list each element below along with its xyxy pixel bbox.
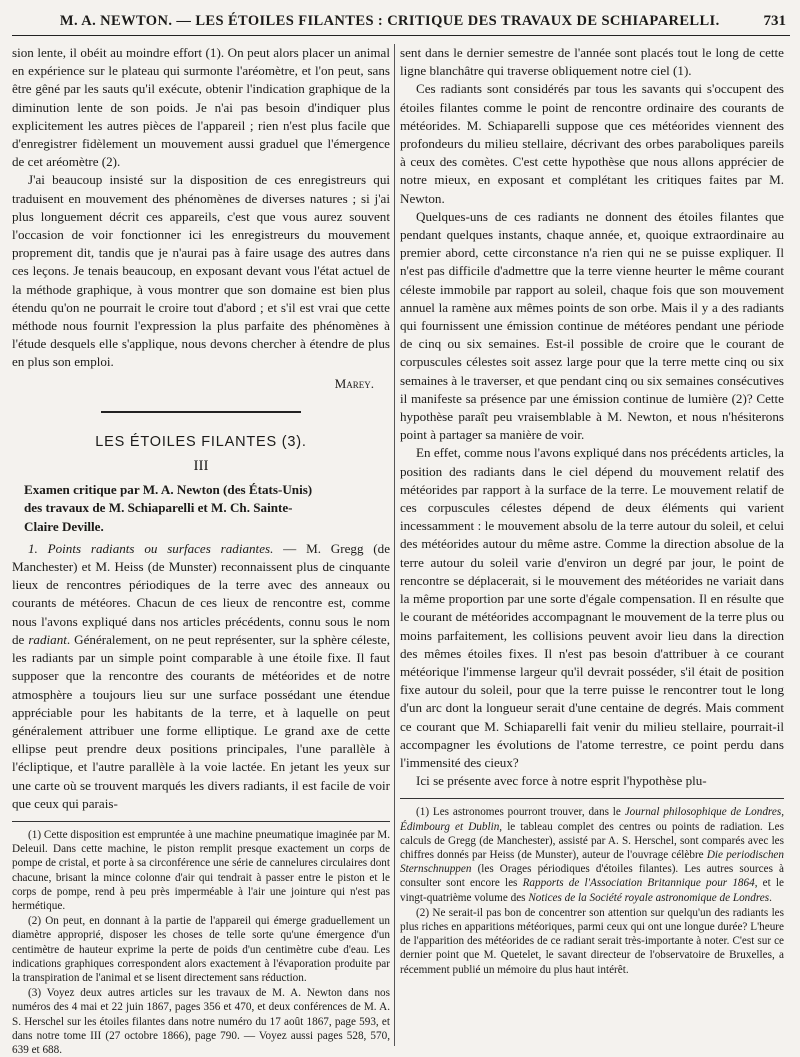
section-1-text-b: . Généralement, on ne peut représenter, sur la sphère céleste, les radiants par un simple point comparable à une étoile fixe. Il faut supposer que la rencontre des courants de météorides et de notre atmosphère a toujours lieu sur une surface possédant une étendue appréciable pour les habitants de la terre, et à laquelle on peut généralement attribuer une forme elliptique. Le grand axe de cette ellipse peut prendre deux positions principales, l'une parallèle à l'écliptique, et l'autre parallèle à la voie lactée. En jetant les yeux sur une carte où se trouvent marqués les divers radiants, il est facile de voir que ceux qui parais- [12,631,390,811]
author-signature: Marey. [334,375,374,391]
subtitle-line-2: des travaux de M. Schiaparelli et M. Ch. Sainte- [24,500,293,516]
article-heading: LES ÉTOILES FILANTES (3). [95,433,307,450]
fn-text: . [769,891,772,904]
fn-text: , le tableau complet des centres ou points de radiation. Les calculs de Gregg (de Manchester), assisté par A. S. Herschel, sont comparés avec les chiffres donnés par Heiss (de Munster), auteur de l'ouvrage célèbre [400,820,784,861]
right-paragraph-5: Ici se présente avec force à notre esprit l'hypothèse plu- [416,773,707,789]
right-paragraph-1: sent dans le dernier semestre de l'année sont placés tout le long de cette ligne blanchâtre qui traverse obliquement notre ciel (1). [400,45,784,79]
fn-notices-title: Notices de la Société royale astronomique de Londres [528,891,770,904]
right-column [400,44,784,1046]
fn-journal-title: Journal philosophique de Londres, Édimbourg et Dublin [400,806,784,833]
right-paragraph-3: Quelques-uns de ces radiants ne donnent des étoiles filantes que pendant quelques instants, chaque année, et, quoique extraordinaire au premier abord, cette circonstance n'a rien qui ne se puisse expliquer. Il n'est pas difficile d'admettre que la terre vienne heurter le même courant céleste immobile par rapport au soleil, chaque fois que son mouvement annuel la ramène aux mêmes points de son orbe. Mais il y a des radiants qui fournissent une émission continue de météores pendant une période de cinq ou six semaines. Est-il possible de croire que le courant de corpuscules célestes soit assez large pour que la terre mette cinq ou six semaines à le traverser, et que pendant cinq ou six semaines consécutives il manifeste sa présence par une émission continue de lumière (2)? Cette hypothèse paraît peu vraisemblable à M. Newton, et nous n'hésiterons point à partager sa manière de voir. [400,208,784,443]
fn-text: , et le vingt-quatrième volume des [400,877,784,904]
article-number: III [193,458,209,475]
footnote-2: (2) On peut, en donnant à la partie de l'appareil qui émerge graduellement un diamètre approprié, disposer les choses de telle sorte qu'une émergence d'un centimètre de hauteur exprime la perte de poids d'un centimètre cube d'eau. Les indications graphiques correspondent alors exactement à l'évaporation produite par la transpiration de l'animal et se lisent directement sans réduction. [12,915,390,984]
section-1-paragraph [12,540,390,813]
page-number: 731 [763,12,786,29]
fn-report-title: Rapports de l'Association Britannique pour 1864 [522,877,755,890]
left-column [12,44,391,1056]
running-title: M. A. NEWTON. — LES ÉTOILES FILANTES : CRITIQUE DES TRAVAUX DE SCHIAPARELLI. [59,12,720,29]
footnote-3: (3) Voyez deux autres articles sur les travaux de M. A. Newton dans nos numéros des 4 mai et 22 juin 1867, pages 356 et 470, et deux conférences de M. A. S. Herschel sur les étoiles filantes dans notre numéro du 17 août 1867, page 593, et dans notre tome III (27 octobre 1866), page 790. — Voyez aussi pages 528, 570, 639 et 688. [12,987,390,1056]
fn-text: (1) Les astronomes pourront trouver, dans le [416,806,625,819]
section-1-title: 1. Points radiants ou surfaces radiantes. [28,540,274,556]
subtitle-line-3: Claire Deville. [24,518,104,534]
right-paragraph-2: Ces radiants sont considérés par tous les savants qui s'occupent des étoiles filantes comme le point de rencontre ordinaire des courants de météorides. M. Schiaparelli suppose que ces météorides viennent des profondeurs du milieu stellaire, décrivant des orbes paraboliques pareils à ceux des comètes. C'est cette hypothèse que nous allons apprécier de notre mieux, en exposant et complétant les critiques faites par M. Newton. [400,81,784,206]
article-subtitle [12,481,390,536]
radiant-term: radiant [28,631,67,647]
fn-book-title: Die periodischen Sternschnuppen [400,848,784,876]
footnote-rule [400,798,784,799]
running-header [12,10,790,36]
footnote-1: (1) Cette disposition est empruntée à une machine pneumatique imaginée par M. Deleuil. Dans cette machine, le piston remplit presque exactement un corps de pompe de cristal, et porte à sa circonférence une série de cannelures circulaires dont chacune, brisant la mince colonne d'air qui tendrait à passer entre le piston et le corps de pompe, rend à peu près imperméable à l'air une jointure qui n'est pas hermétique. [12,828,390,912]
left-paragraph-2: J'ai beaucoup insisté sur la disposition de ces enregistreurs qui traduisent en mouvement des phénomènes de diverses natures ; si j'ai plus longuement décrit ces appareils, c'est que vous aurez souvent l'occasion de voir fonctionner ici les enregistreurs du mouvement proprement dit, tandis que je n'aurai pas à faire usage des autres dans ces leçons. Je tenais beaucoup, en exposant devant vous l'état actuel de la méthode graphique, à vous montrer que son domaine est bien plus étendu qu'on ne pourrait le croire tout d'abord ; et s'il est vrai que cette méthode nous fournit l'expression la plus parfaite des phénomènes à l'étude desquels elle s'applique, nous devons chercher à étendre de plus en plus son emploi. [12,172,390,370]
section-1-text-a: — M. Gregg (de Manchester) et M. Heiss (de Munster) reconnaissent plus de cinquante lieux de rencontres périodiques de la terre avec des anneaux ou courants de météores. Chacun de ces lieux de rencontre est, comme nous l'avons expliqué dans nos articles précédents, connu sous le nom de [12,540,391,647]
left-paragraph-1: sion lente, il obéit au moindre effort (1). On peut alors placer un animal en expérience sur le plateau qui surmonte l'aréomètre, et l'on peut, sans être gêné par les sauts qu'il exécute, obtenir l'indication graphique de la diminution lente de son poids. Je n'ai pas besoin d'indiquer plus explicitement les autres pièces de l'appareil ; rien n'est plus facile que d'enregistrer fidèlement un mouvement aussi graduel que l'émergence de cet aréomètre (2). [12,45,390,170]
footnote-right-2: (2) Ne serait-il pas bon de concentrer son attention sur quelqu'un des radiants les plus riches en apparitions météoriques, parmi ceux qui ont une longue durée? L'heure de l'apparition des météorides de ce radiant serait très-importante à noter. C'est sur ce dernier point que M. Quetelet, le savant directeur de l'observatoire de Bruxelles, a récemment publié un mémoire du plus haut intérêt. [400,906,784,976]
footnote-right-1 [400,805,784,904]
column-divider [394,44,395,1046]
fn-text: (les Orages périodiques d'étoiles filantes). Les autres sources à consulter sont encore les [400,863,784,890]
footnote-rule [12,821,390,822]
subtitle-line-1: Examen critique par M. A. Newton (des États-Unis) [24,482,313,498]
section-separator [101,411,301,413]
right-paragraph-4: En effet, comme nous l'avons expliqué dans nos précédents articles, la position des radiants dans le ciel dépend du mouvement relatif des météorides par rapport à la surface de la terre. Le mouvement relatif de ces corpuscules célestes dépend de deux éléments qui varient incessamment : le mouvement absolu de la terre autour du soleil, et celui des météorides autour du même astre. Comme la direction absolue de la terre autour du soleil varie d'environ un degré par jour, le point de rencontre se déplacerait, si le mouvement des météorides ne variait dans la même proportion par une sorte d'égale compensation. Il en résulte que le courant de météorides accompagnant le mouvement de la terre plus ou moins parfaitement, les collisions peuvent avoir lieu dans la direction des mêmes étoiles fixes. Il n'est pas besoin d'attribuer à ce courant météorique l'immense largeur qu'il devrait posséder, s'il était de position fixe autour du soleil, pour que la terre puisse le rencontrer tout le long d'un arc dont la longueur serait d'une centaine de degrés. Mais comment ce courant que M. Schiaparelli fait venir du milieu stellaire, pourrait-il accompagner les évolutions de l'atome terrestre, ce point perdu dans l'immensité des cieux? [400,445,784,770]
